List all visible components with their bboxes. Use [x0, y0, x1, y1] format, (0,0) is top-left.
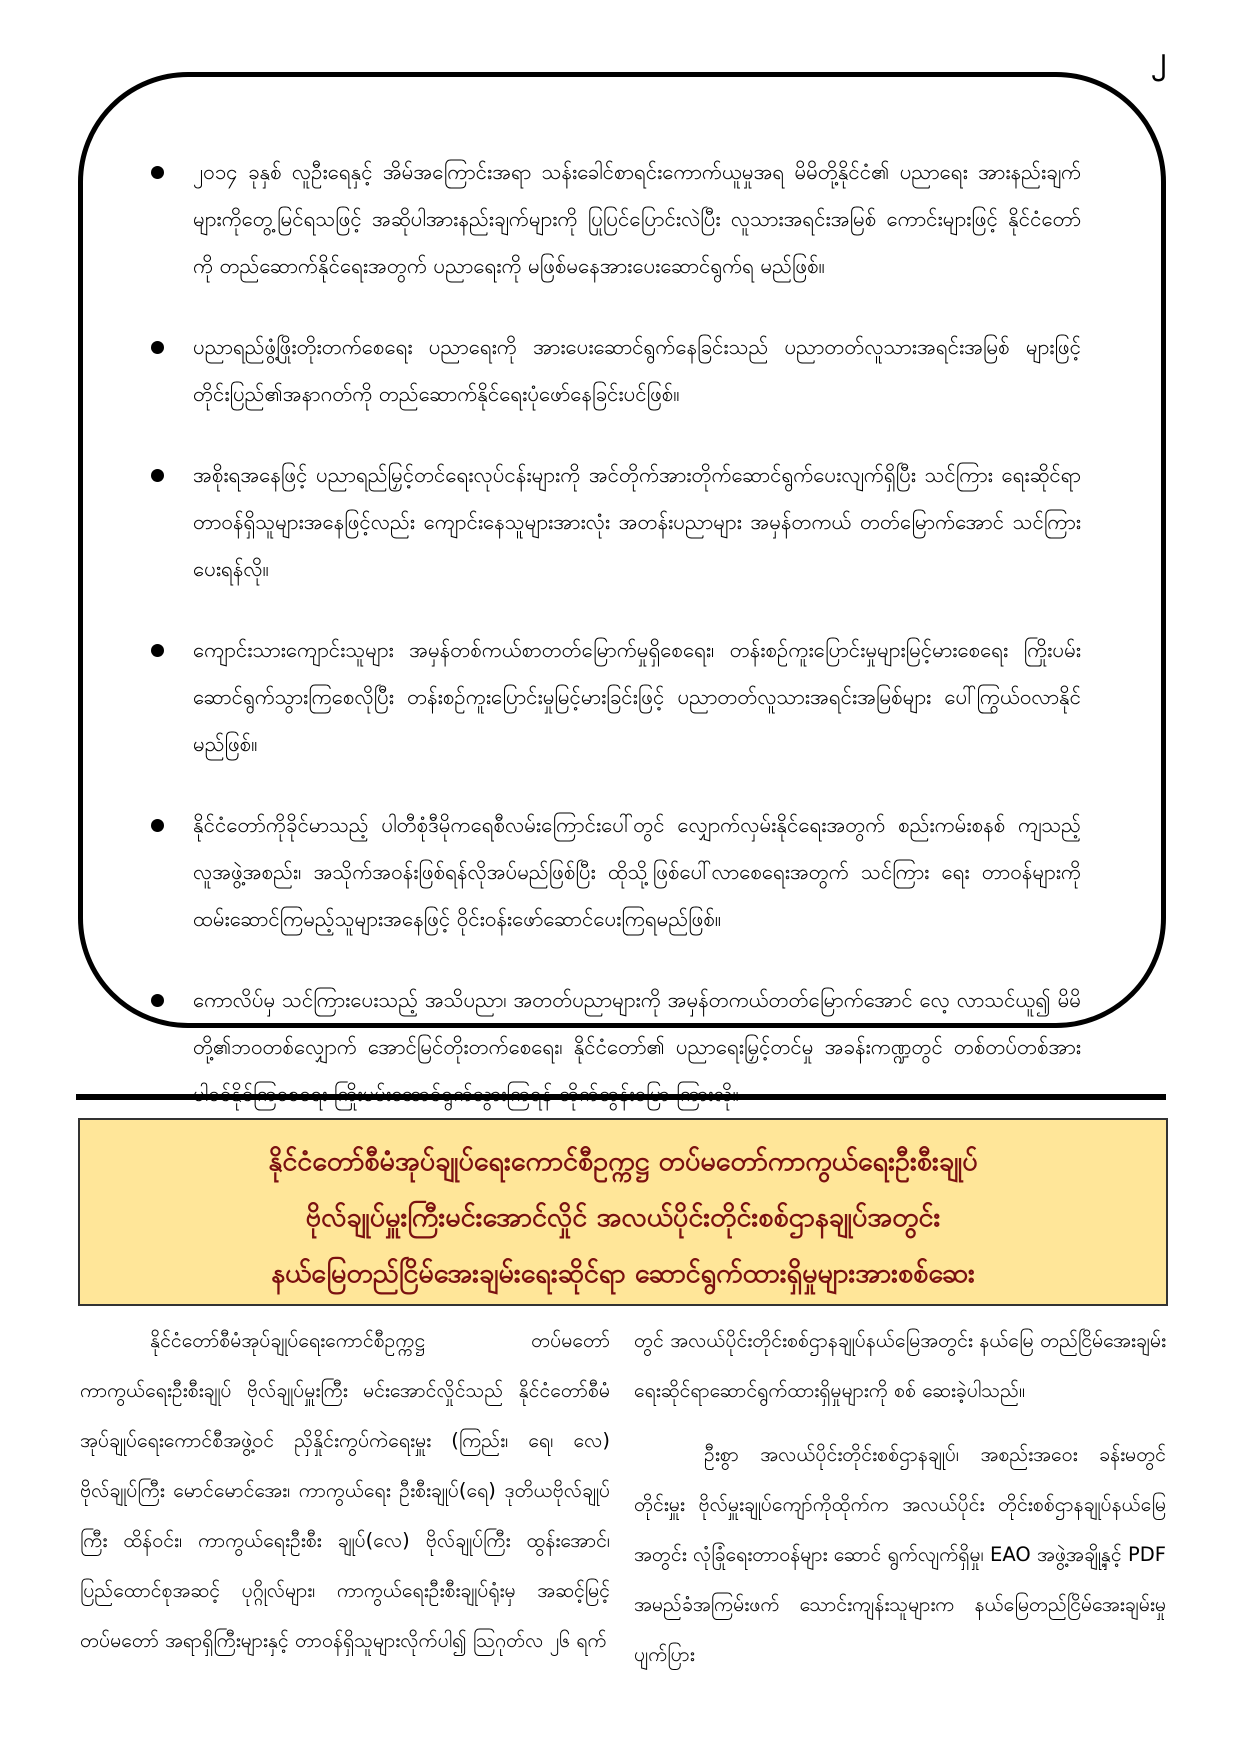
bullet-item — [149, 324, 1081, 418]
bullet-dot-icon — [151, 644, 164, 657]
bullet-text: ကောလိပ်မှ သင်ကြားပေးသည့် အသိပညာ၊ အတတ်ပညာများကို အမှန်တကယ်တတ်မြောက်အောင် လေ့ လာသင်ယူ၍ မိမိတို့၏ဘဝတစ်လျှောက် အောင်မြင်တိုးတက်စေရေး၊ နိုင်ငံတော်၏ ပညာရေးမြှင့်တင်မှု အခန်းကဏ္ဍတွင် တစ်တပ်တစ်အား — [193, 988, 1081, 1059]
bullet-item — [149, 452, 1081, 593]
article-paragraph: နိုင်ငံတော်စီမံအုပ်ချုပ်ရေးကောင်စီဥက္ကဋ္ဌ တပ်မတော် ကာကွယ်ရေးဦးစီးချုပ် ဗိုလ်ချုပ်မှူးကြီး မင်းအောင်လှိုင်သည် နိုင်ငံတော်စီမံအုပ်ချုပ်ရေးကောင်စီအဖွဲ့ဝင် ညှိနှိုင်းကွပ်ကဲရေးမှူး (ကြည်း၊ ရေ၊ လေ) ဗိုလ်ချုပ်ကြီး မောင်မောင်အေး၊ ကာကွယ်ရေး ဦးစီးချုပ်(ရေ) ဒုတိယဗိုလ်ချုပ်ကြီး ထိန်ဝင်း၊ ကာကွယ်ရေးဦးစီး ချုပ်(လေ) ဗိုလ်ချုပ်ကြီး ထွန်းအောင်၊ ပြည်ထောင်စုအဆင့် ပုဂ္ဂိုလ်များ၊ ကာကွယ်ရေးဦးစီးချုပ်ရုံးမှ အဆင့်မြင့်တပ်မတော် အရာရှိကြီးများနှင့် တာဝန်ရှိသူများလိုက်ပါ၍ ဩဂုတ်လ ၂၆ ရက် — [80, 1329, 610, 1652]
bullet-text: ကျောင်းသားကျောင်းသူများ အမှန်တစ်ကယ်စာတတ်မြောက်မှုရှိစေရေး၊ တန်းစဉ်ကူးပြောင်းမှုများမြင့်မားစေရေး ကြိုးပမ်းဆောင်ရွက်သွားကြစေလိုပြီး တန်းစဉ်ကူးပြောင်းမှုမြင့်မားခြင်းဖြင့် ပညာတတ်လူသားအရင်းအမြစ်များ ပေါ်ကြွယ်ဝလာနိုင်မည်ဖြစ်။ — [193, 638, 1081, 756]
bullet-list — [149, 149, 1081, 1118]
bullet-text: အစိုးရအနေဖြင့် ပညာရည်မြှင့်တင်ရေးလုပ်ငန်းများကို အင်တိုက်အားတိုက်ဆောင်ရွက်ပေးလျက်ရှိပြီး သင်ကြား ရေးဆိုင်ရာတာဝန်ရှိသူများအနေဖြင့်လည်း ကျောင်းနေသူများအားလုံး အတန်းပညာများ အမှန်တကယ် တတ်မြောက်အောင် သင်ကြားပေးရန်လို။ — [193, 463, 1081, 581]
section-divider — [76, 1094, 1166, 1100]
bullet-dot-icon — [151, 341, 164, 354]
article-paragraph: ဦးစွာ အလယ်ပိုင်းတိုင်းစစ်ဌာနချုပ်၊ အစည်းအဝေး ခန်းမတွင် တိုင်းမှူး ဗိုလ်မှူးချုပ်ကျော်ကိုထိုက်က အလယ်ပိုင်း တိုင်းစစ်ဌာနချုပ်နယ်မြေအတွင်း လုံခြုံရေးတာဝန်များ ဆောင် ရွက်လျက်ရှိမှု၊ EAO အဖွဲ့အချို့နှင့် PDF အမည်ခံအကြမ်းဖက် သောင်းကျန်းသူများက နယ်မြေတည်ငြိမ်အေးချမ်းမှု ပျက်ပြား — [634, 1443, 1166, 1666]
bullet-dot-icon — [151, 469, 164, 482]
heading-line: ဗိုလ်ချုပ်မှူးကြီးမင်းအောင်လှိုင် အလယ်ပိုင်းတိုင်းစစ်ဌာနချုပ်အတွင်း — [305, 1202, 941, 1233]
bullet-text: နိုင်ငံတော်ကိုခိုင်မာသည့် ပါတီစုံဒီမိုကရေစီလမ်းကြောင်းပေါ်တွင် လျှောက်လှမ်းနိုင်ရေးအတွက် စည်းကမ်းစနစ် ကျသည့် လူအဖွဲ့အစည်း၊ အသိုက်အဝန်းဖြစ်ရန်လိုအပ်မည်ဖြစ်ပြီး ထိုသို့ဖြစ်ပေါ်လာစေရေးအတွက် သင်ကြား ရေး တာဝန်များကို ထမ်းဆောင်ကြမည့်သူများအနေဖြင့် ဝိုင်းဝန်းဖော်ဆောင်ပေးကြရမည်ဖြစ်။ — [193, 813, 1081, 931]
bullet-item — [149, 149, 1081, 290]
bullet-item — [149, 627, 1081, 768]
bullet-item — [149, 802, 1081, 943]
article-paragraph: တွင် အလယ်ပိုင်းတိုင်းစစ်ဌာနချုပ်နယ်မြေအတွင်း နယ်မြေ တည်ငြိမ်အေးချမ်းရေးဆိုင်ရာဆောင်ရွက်ထားရှိမှုများကို စစ် ဆေးခဲ့ပါသည်။ — [634, 1329, 1166, 1402]
bullet-text: ၂၀၁၄ ခုနှစ် လူဦးရေနှင့် အိမ်အကြောင်းအရာ သန်းခေါင်စာရင်းကောက်ယူမှုအရ မိမိတို့နိုင်ငံ၏ ပညာရေး အားနည်းချက်များကိုတွေ့မြင်ရသဖြင့် အဆိုပါအားနည်းချက်များကို ပြုပြင်ပြောင်းလဲပြီး လူသားအရင်းအမြစ် ကောင်းများဖြင့် နိုင်ငံတော်ကို တည်ဆောက်နိုင်ရေးအတွက် ပညာရေးကို မဖြစ်မနေအားပေးဆောင်ရွက်ရ မည်ဖြစ်။ — [193, 160, 1081, 278]
article-heading — [78, 1118, 1168, 1306]
article-column-right — [634, 1316, 1166, 1736]
heading-line: နိုင်ငံတော်စီမံအုပ်ချုပ်ရေးကောင်စီဥက္ကဋ္ဌ တပ်မတော်ကာကွယ်ရေးဦးစီးချုပ် — [268, 1146, 978, 1177]
bullet-text: ပညာရည်ဖွံ့ဖြိုးတိုးတက်စေရေး ပညာရေးကို အားပေးဆောင်ရွက်နေခြင်းသည် ပညာတတ်လူသားအရင်းအမြစ် များဖြင့် တိုင်းပြည်၏အနာဂတ်ကို တည်ဆောက်နိုင်ရေးပုံဖော်နေခြင်းပင်ဖြစ်။ — [193, 335, 1081, 406]
bullet-dot-icon — [151, 994, 164, 1007]
key-points-box — [78, 72, 1166, 1059]
heading-line: နယ်မြေတည်ငြိမ်အေးချမ်းရေးဆိုင်ရာ ဆောင်ရွက်ထားရှိမှုများအားစစ်ဆေး — [271, 1258, 975, 1289]
bullet-dot-icon — [151, 166, 164, 179]
bullet-dot-icon — [151, 819, 164, 832]
page-number: ၂ — [1151, 41, 1166, 76]
article-column-left — [80, 1316, 610, 1736]
